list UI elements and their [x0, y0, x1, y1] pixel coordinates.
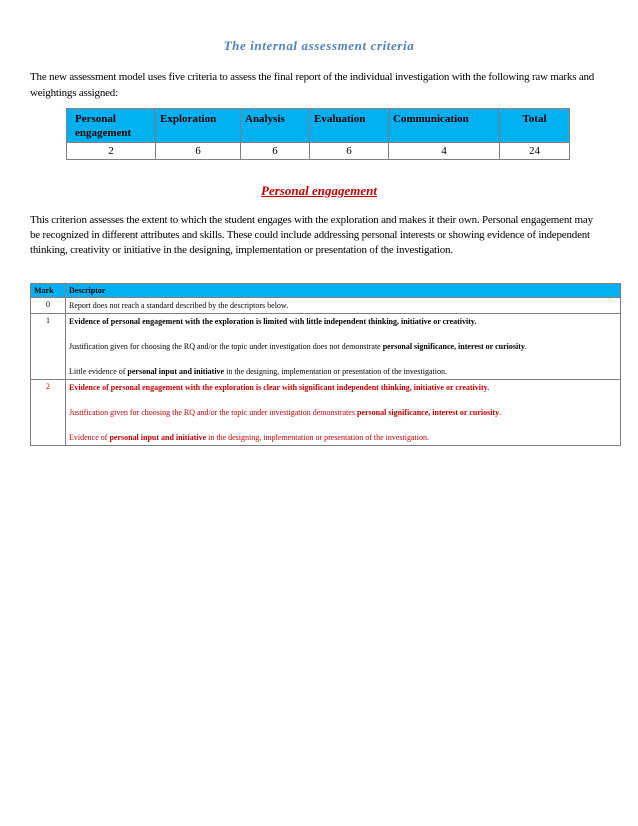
header-communication: Communication — [389, 109, 500, 143]
mark-cell: 0 — [31, 298, 66, 314]
descriptor-table — [30, 283, 621, 446]
table-row — [31, 298, 621, 314]
descriptor-summary: Evidence of personal engagement with the exploration is clear with significant independent thinking, initiative or creativity. — [69, 383, 490, 392]
section-heading: Personal engagement — [261, 183, 377, 198]
descriptor-text: Justification given for choosing the RQ and/or the topic under investigation does not demonstrate — [69, 342, 383, 351]
value-analysis: 6 — [241, 143, 310, 160]
descriptor-text: Justification given for choosing the RQ and/or the topic under investigation demonstrates — [69, 408, 357, 417]
descriptor-text: Little evidence of — [69, 367, 128, 376]
mark-cell: 2 — [31, 380, 66, 446]
descriptor-line: Report does not reach a standard described by the descriptors below. — [69, 301, 289, 310]
value-exploration: 6 — [156, 143, 241, 160]
header-mark: Mark — [31, 284, 66, 298]
header-evaluation: Evaluation — [310, 109, 389, 143]
page-title: The internal assessment criteria — [223, 38, 415, 53]
intro-paragraph: The new assessment model uses five criteria to assess the final report of the individual investigation with the following raw marks and weightings assigned: — [30, 71, 595, 99]
header-descriptor: Descriptor — [66, 284, 621, 298]
header-total: Total — [500, 109, 570, 143]
header-personal-engagement: Personal engagement — [67, 109, 156, 143]
table-row — [31, 314, 621, 380]
section-paragraph: This criterion assesses the extent to which the student engages with the exploration and makes it their own. Personal engagement may be recognized in different attributes and skills. These could include addressing personal interests or showing evidence of independent thinking, creativity or initiative in the designing, implementation or presentation of the investigation. — [30, 214, 593, 256]
descriptor-emphasis: personal significance, interest or curiosity — [356, 408, 500, 417]
descriptor-cell — [66, 314, 621, 380]
descriptor-text: in the designing, implementation or presentation of the investigation. — [206, 433, 429, 442]
descriptor-cell — [66, 380, 621, 446]
weightings-value-row — [67, 143, 570, 160]
descriptor-header-row — [31, 284, 621, 298]
value-personal-engagement: 2 — [67, 143, 156, 160]
weightings-table — [66, 108, 570, 160]
descriptor-emphasis: personal significance, interest or curiosity — [382, 342, 525, 351]
descriptor-line — [69, 432, 617, 443]
header-analysis: Analysis — [241, 109, 310, 143]
table-row — [31, 380, 621, 446]
value-communication: 4 — [389, 143, 500, 160]
weightings-header-row — [67, 109, 570, 143]
mark-cell: 1 — [31, 314, 66, 380]
header-exploration: Exploration — [156, 109, 241, 143]
descriptor-text: in the designing, implementation or presentation of the investigation. — [224, 367, 447, 376]
descriptor-cell — [66, 298, 621, 314]
descriptor-text: . — [524, 342, 527, 351]
descriptor-summary: Evidence of personal engagement with the exploration is limited with little independent thinking, initiative or creativity. — [69, 317, 477, 326]
descriptor-text: . — [499, 408, 502, 417]
descriptor-line — [69, 407, 617, 418]
descriptor-line — [69, 316, 617, 327]
descriptor-line — [69, 341, 617, 352]
descriptor-line — [69, 382, 617, 393]
descriptor-emphasis: personal input and initiative — [109, 433, 207, 442]
descriptor-line — [69, 366, 617, 377]
value-total: 24 — [500, 143, 570, 160]
descriptor-emphasis: personal input and initiative — [127, 367, 225, 376]
descriptor-text: Evidence of — [69, 433, 110, 442]
value-evaluation: 6 — [310, 143, 389, 160]
